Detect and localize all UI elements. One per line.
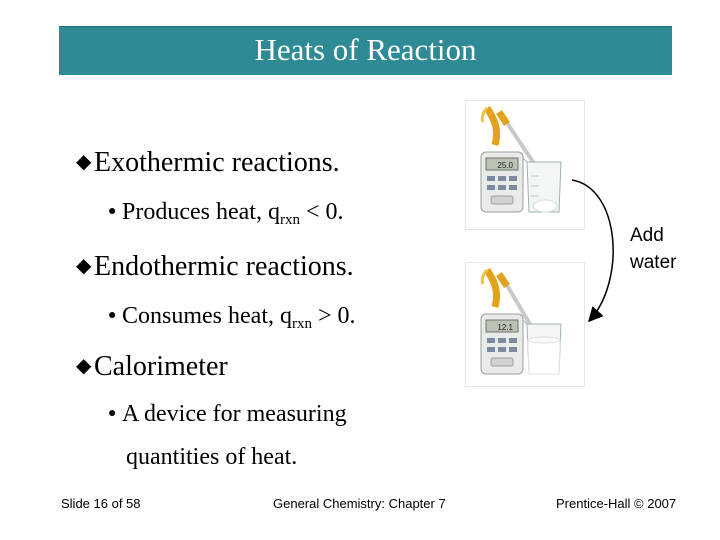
curved-arrow-icon (560, 170, 630, 340)
slide-title: Heats of Reaction (254, 32, 477, 67)
add-water-note-line2: water (630, 252, 677, 273)
meter-display-top: 25.0 (497, 161, 513, 170)
bullet-exothermic (76, 146, 340, 179)
bullet-calorimeter (76, 350, 228, 383)
endo-sub-text: Consumes heat, q (122, 303, 292, 329)
diamond-bullet-icon: ◆ (76, 151, 92, 173)
bullet-endothermic-text: Endothermic reactions. (94, 251, 354, 282)
footer-slide-number: Slide 16 of 58 (61, 496, 141, 511)
dot-bullet-icon: ● (108, 204, 117, 219)
cal-sub-line1: A device for measuring (122, 401, 347, 427)
title-bar (59, 26, 672, 75)
add-water-note-line1: Add (630, 225, 664, 246)
endo-sub-suffix: > 0. (311, 303, 356, 329)
bullet-exothermic-text: Exothermic reactions. (94, 147, 340, 178)
meter-display-bottom: 12.1 (497, 323, 513, 332)
cal-sub-line2: quantities of heat. (126, 444, 298, 470)
exo-sub-subscript: rxn (279, 212, 300, 228)
footer-publisher: Prentice-Hall © 2007 (556, 496, 677, 511)
dot-bullet-icon: ● (108, 308, 117, 323)
endo-sub-subscript: rxn (291, 316, 312, 332)
bullet-calorimeter-sub-line2 (126, 443, 297, 471)
exo-sub-text: Produces heat, q (122, 199, 280, 225)
bullet-exothermic-sub (108, 198, 344, 234)
diamond-bullet-icon: ◆ (76, 255, 92, 277)
diamond-bullet-icon: ◆ (76, 355, 92, 377)
bullet-endothermic-sub (108, 302, 356, 338)
dot-bullet-icon: ● (108, 406, 117, 421)
bullet-calorimeter-sub-line1 (108, 400, 347, 428)
bullet-endothermic (76, 250, 354, 283)
bullet-calorimeter-text: Calorimeter (94, 351, 228, 382)
exo-sub-suffix: < 0. (299, 199, 344, 225)
footer-chapter: General Chemistry: Chapter 7 (273, 496, 446, 511)
